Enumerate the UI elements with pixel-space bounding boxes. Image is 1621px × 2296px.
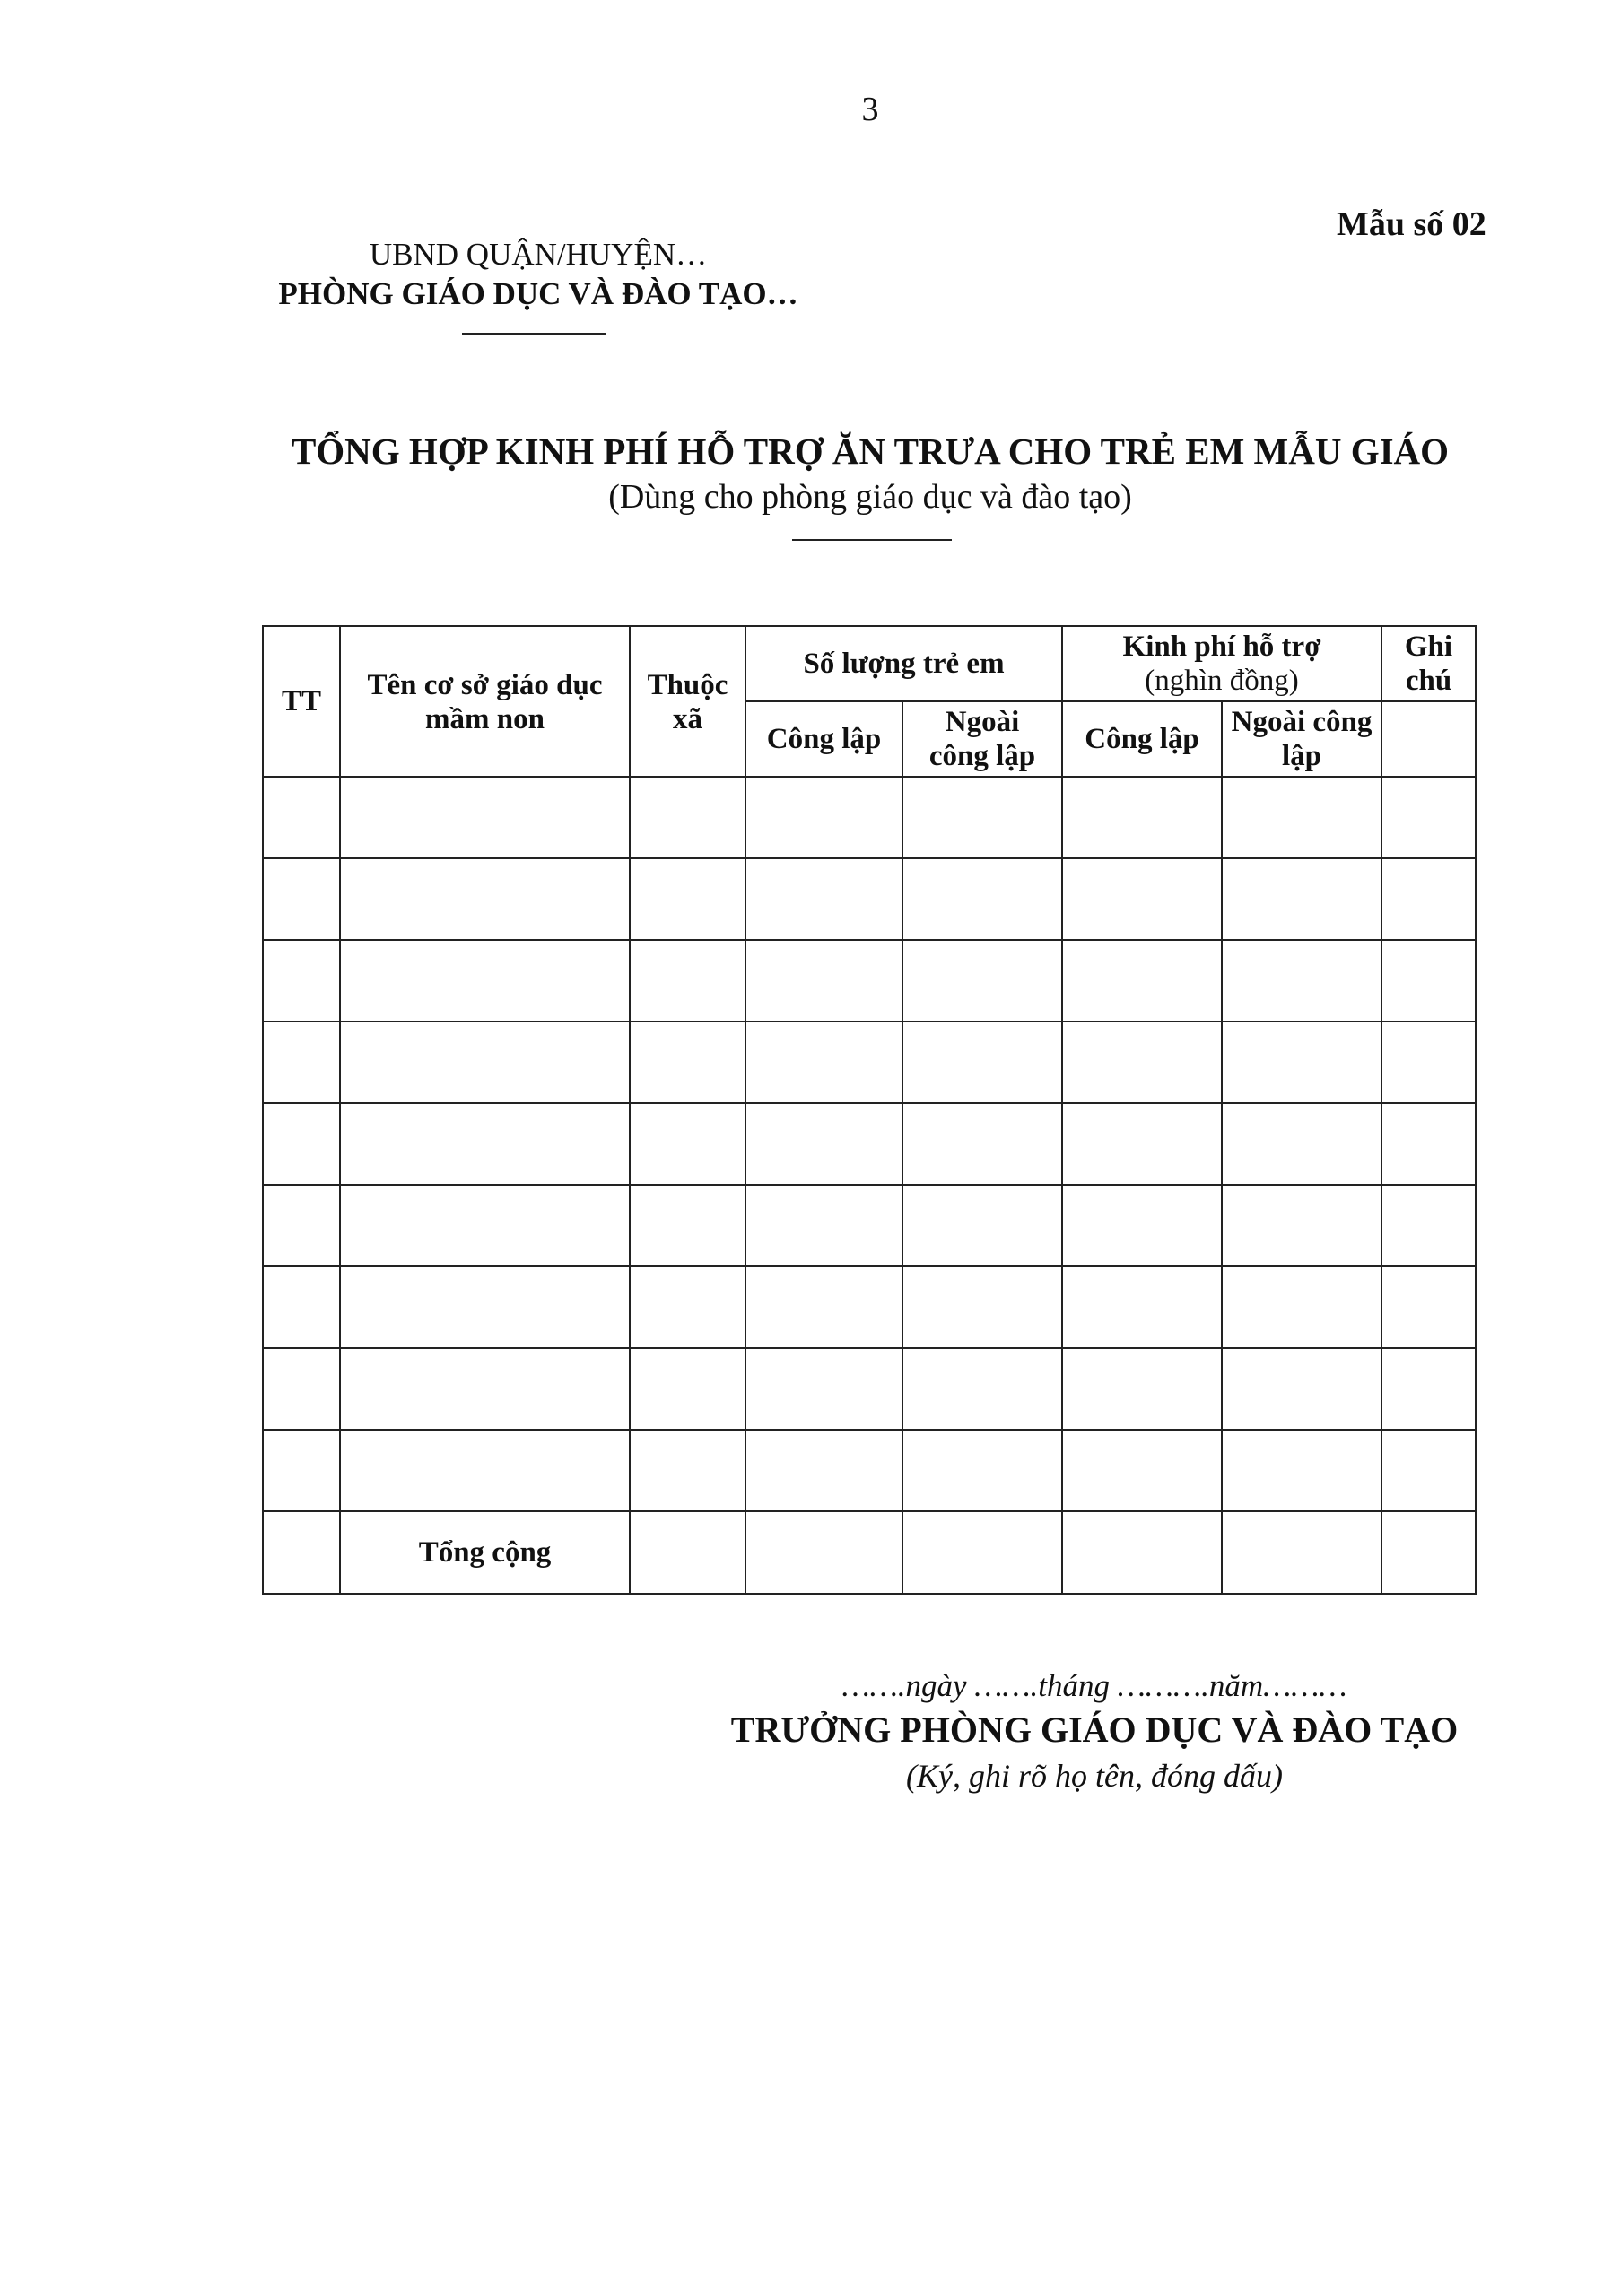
header-children-public: Công lập: [745, 701, 902, 777]
cell-note[interactable]: [1381, 1266, 1476, 1348]
header-funding-private-line2: lập: [1281, 740, 1322, 772]
cell-note[interactable]: [1381, 858, 1476, 940]
cell-children-public[interactable]: [745, 1266, 902, 1348]
cell-children-public[interactable]: [745, 777, 902, 858]
cell-children-public[interactable]: [745, 1185, 902, 1266]
cell-children-public[interactable]: [745, 1348, 902, 1430]
cell-children-public[interactable]: [745, 1430, 902, 1511]
summary-table: [262, 625, 1477, 1595]
cell-tt[interactable]: [263, 777, 340, 858]
total-row: [263, 1511, 1476, 1594]
cell-funding-public[interactable]: [1062, 1348, 1222, 1430]
cell-note[interactable]: [1381, 1103, 1476, 1185]
cell-funding-public[interactable]: [1062, 858, 1222, 940]
cell-funding-private[interactable]: [1222, 777, 1381, 858]
cell-funding-public[interactable]: [1062, 1430, 1222, 1511]
table-row: [263, 1185, 1476, 1266]
signature-note: (Ký, ghi rõ họ tên, đóng dấu): [906, 1758, 1283, 1794]
cell-children-private[interactable]: [902, 1185, 1062, 1266]
cell-funding-private[interactable]: [1222, 1022, 1381, 1103]
cell-note[interactable]: [1381, 1022, 1476, 1103]
cell-tt[interactable]: [263, 1022, 340, 1103]
cell-funding-private[interactable]: [1222, 1185, 1381, 1266]
cell-tt[interactable]: [263, 1430, 340, 1511]
total-cell-tt[interactable]: [263, 1511, 340, 1594]
cell-commune[interactable]: [630, 1022, 745, 1103]
cell-tt[interactable]: [263, 1266, 340, 1348]
total-cell-children-private[interactable]: [902, 1511, 1062, 1594]
cell-children-public[interactable]: [745, 1022, 902, 1103]
signer-title: TRƯỞNG PHÒNG GIÁO DỤC VÀ ĐÀO TẠO: [730, 1709, 1459, 1750]
header-commune-line1: Thuộc: [647, 669, 728, 701]
total-cell-funding-private[interactable]: [1222, 1511, 1381, 1594]
title-divider: [792, 539, 952, 541]
cell-funding-public[interactable]: [1062, 1103, 1222, 1185]
table-row: [263, 940, 1476, 1022]
cell-commune[interactable]: [630, 940, 745, 1022]
form-code: Mẫu số 02: [1337, 205, 1486, 243]
cell-school-name[interactable]: [340, 1430, 630, 1511]
cell-school-name[interactable]: [340, 1348, 630, 1430]
header-row-1: [263, 626, 1476, 701]
cell-tt[interactable]: [263, 1348, 340, 1430]
total-cell-commune[interactable]: [630, 1511, 745, 1594]
document-subtitle: (Dùng cho phòng giáo dục và đào tạo): [608, 478, 1132, 516]
cell-children-private[interactable]: [902, 1430, 1062, 1511]
page-number: 3: [861, 91, 879, 128]
cell-note[interactable]: [1381, 940, 1476, 1022]
cell-commune[interactable]: [630, 1348, 745, 1430]
table-row: [263, 777, 1476, 858]
header-funding-private-line1: Ngoài công: [1231, 706, 1373, 738]
cell-commune[interactable]: [630, 1185, 745, 1266]
cell-school-name[interactable]: [340, 1022, 630, 1103]
header-funding-unit: (nghìn đồng): [1145, 665, 1299, 697]
cell-tt[interactable]: [263, 1185, 340, 1266]
issuing-agency: [242, 236, 834, 315]
cell-note[interactable]: [1381, 777, 1476, 858]
cell-children-private[interactable]: [902, 858, 1062, 940]
cell-children-public[interactable]: [745, 940, 902, 1022]
table-row: [263, 1022, 1476, 1103]
cell-children-private[interactable]: [902, 1348, 1062, 1430]
table-row: [263, 1430, 1476, 1511]
header-divider: [462, 333, 606, 335]
cell-school-name[interactable]: [340, 1185, 630, 1266]
cell-funding-public[interactable]: [1062, 777, 1222, 858]
cell-school-name[interactable]: [340, 777, 630, 858]
cell-tt[interactable]: [263, 858, 340, 940]
document-title: TỔNG HỢP KINH PHÍ HỖ TRỢ ĂN TRƯA CHO TRẺ EM MẪU GIÁO: [291, 430, 1450, 472]
cell-children-private[interactable]: [902, 1266, 1062, 1348]
cell-funding-public[interactable]: [1062, 940, 1222, 1022]
table-body: [263, 777, 1476, 1594]
cell-note[interactable]: [1381, 1185, 1476, 1266]
cell-funding-public[interactable]: [1062, 1185, 1222, 1266]
cell-school-name[interactable]: [340, 1103, 630, 1185]
total-cell-funding-public[interactable]: [1062, 1511, 1222, 1594]
cell-funding-private[interactable]: [1222, 1266, 1381, 1348]
header-note-line1: Ghi: [1404, 631, 1453, 663]
table-row: [263, 1348, 1476, 1430]
district-name: UBND QUẬN/HUYỆN…: [369, 237, 708, 272]
cell-funding-private[interactable]: [1222, 1103, 1381, 1185]
header-note: [1381, 626, 1476, 701]
header-children-private-line2: công lập: [928, 740, 1036, 772]
cell-note[interactable]: [1381, 1430, 1476, 1511]
header-commune: [630, 626, 745, 777]
cell-funding-public[interactable]: [1062, 1022, 1222, 1103]
date-line: …….ngày …….tháng ……….năm………: [841, 1668, 1347, 1703]
cell-children-public[interactable]: [745, 1103, 902, 1185]
header-note-line2: chú: [1405, 665, 1452, 697]
cell-commune[interactable]: [630, 1103, 745, 1185]
document-title-block: [269, 429, 1471, 520]
department-name: PHÒNG GIÁO DỤC VÀ ĐÀO TẠO…: [278, 276, 798, 311]
cell-commune[interactable]: [630, 858, 745, 940]
cell-tt[interactable]: [263, 1103, 340, 1185]
header-children-private-line1: Ngoài: [945, 706, 1020, 738]
table-row: [263, 858, 1476, 940]
cell-commune[interactable]: [630, 777, 745, 858]
header-tt: TT: [263, 626, 340, 777]
header-funding-public: Công lập: [1062, 701, 1222, 777]
header-children-private: [902, 701, 1062, 777]
cell-children-private[interactable]: [902, 777, 1062, 858]
cell-children-private[interactable]: [902, 1022, 1062, 1103]
cell-tt[interactable]: [263, 940, 340, 1022]
table-row: [263, 1103, 1476, 1185]
total-cell-note[interactable]: [1381, 1511, 1476, 1594]
signature-block: [691, 1666, 1498, 1797]
cell-school-name[interactable]: [340, 1266, 630, 1348]
header-children-count: Số lượng trẻ em: [745, 626, 1062, 701]
cell-funding-private[interactable]: [1222, 858, 1381, 940]
total-cell-children-public[interactable]: [745, 1511, 902, 1594]
cell-children-private[interactable]: [902, 1103, 1062, 1185]
table-row: [263, 1266, 1476, 1348]
header-note-blank: [1381, 701, 1476, 777]
header-school-name: Tên cơ sở giáo dục mầm non: [340, 626, 630, 777]
cell-funding-private[interactable]: [1222, 1348, 1381, 1430]
cell-funding-public[interactable]: [1062, 1266, 1222, 1348]
cell-children-public[interactable]: [745, 858, 902, 940]
header-funding-label: Kinh phí hỗ trợ: [1122, 631, 1321, 663]
header-commune-line2: xã: [673, 703, 702, 735]
cell-funding-private[interactable]: [1222, 940, 1381, 1022]
cell-school-name[interactable]: [340, 858, 630, 940]
cell-children-private[interactable]: [902, 940, 1062, 1022]
header-funding: [1062, 626, 1381, 701]
cell-commune[interactable]: [630, 1430, 745, 1511]
cell-commune[interactable]: [630, 1266, 745, 1348]
header-funding-private: [1222, 701, 1381, 777]
cell-school-name[interactable]: [340, 940, 630, 1022]
cell-note[interactable]: [1381, 1348, 1476, 1430]
cell-funding-private[interactable]: [1222, 1430, 1381, 1511]
total-label: Tổng cộng: [340, 1511, 630, 1594]
